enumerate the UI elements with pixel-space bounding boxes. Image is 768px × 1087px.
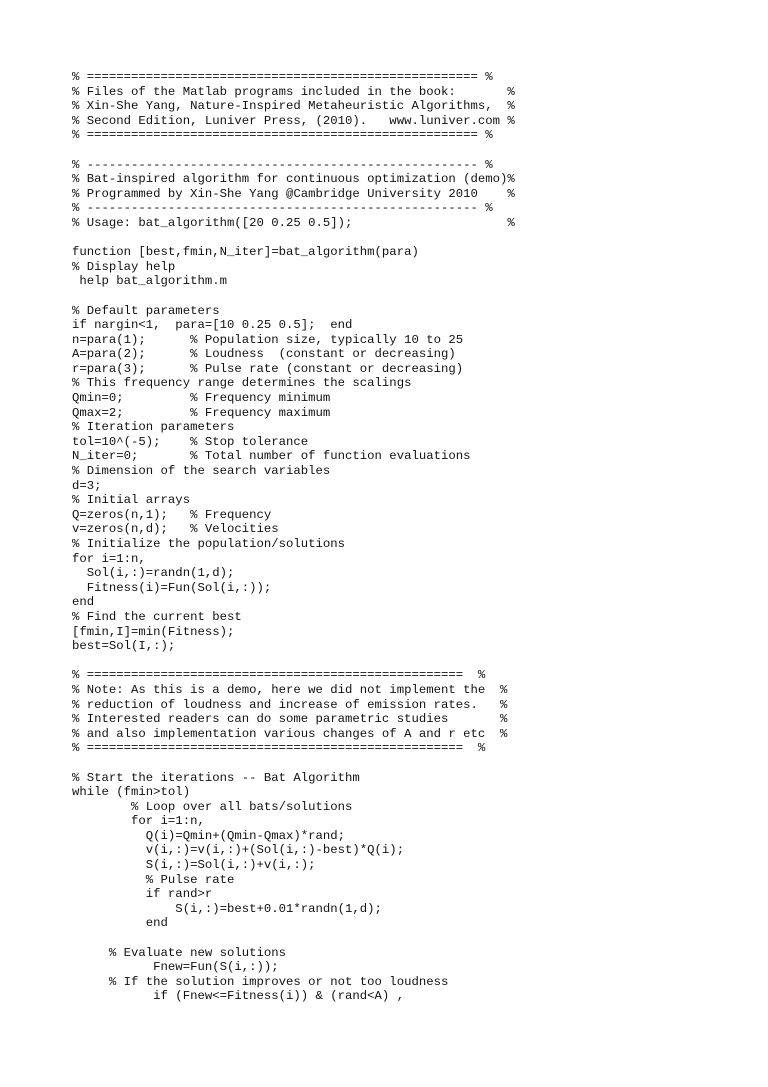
code-listing xyxy=(72,70,732,1004)
code-line: help bat_algorithm.m xyxy=(72,274,227,289)
code-line: % Start the iterations -- Bat Algorithm xyxy=(72,770,360,785)
code-line: % Xin-She Yang, Nature-Inspired Metaheuristic Algorithms, % xyxy=(72,99,515,114)
code-line: % Programmed by Xin-She Yang @Cambridge University 2010 % xyxy=(72,186,515,201)
code-line: % Evaluate new solutions xyxy=(72,945,287,960)
code-line: % reduction of loudness and increase of emission rates. % xyxy=(72,697,508,712)
code-line: if nargin<1, para=[10 0.25 0.5]; end xyxy=(72,318,353,333)
code-line: % Iteration parameters xyxy=(72,420,235,435)
code-line: N_iter=0; % Total number of function evaluations xyxy=(72,449,471,464)
code-line: % ----------------------------------------------------- % xyxy=(72,201,493,216)
code-line: % Find the current best xyxy=(72,609,242,624)
code-line: S(i,:)=best+0.01*randn(1,d); xyxy=(72,901,382,916)
code-line: Qmin=0; % Frequency minimum xyxy=(72,391,331,406)
code-line: tol=10^(-5); % Stop tolerance xyxy=(72,434,309,449)
code-line: for i=1:n, xyxy=(72,814,205,829)
code-line: % This frequency range determines the scalings xyxy=(72,376,412,391)
code-line xyxy=(72,654,732,669)
code-line: % Bat-inspired algorithm for continuous optimization (demo)% xyxy=(72,172,515,187)
code-line: % Initial arrays xyxy=(72,493,191,508)
code-line: % If the solution improves or not too loudness xyxy=(72,974,449,989)
code-line xyxy=(72,931,732,946)
code-line: % =================================================== % xyxy=(72,668,486,683)
code-line: % Default parameters xyxy=(72,303,220,318)
code-line: % Second Edition, Luniver Press, (2010). www.luniver.com % xyxy=(72,113,515,128)
code-line: v=zeros(n,d); % Velocities xyxy=(72,522,279,537)
code-line: % ----------------------------------------------------- % xyxy=(72,157,493,172)
code-line: % =================================================== % xyxy=(72,741,486,756)
code-line: end xyxy=(72,916,168,931)
code-line: % Initialize the population/solutions xyxy=(72,537,346,551)
code-line: S(i,:)=Sol(i,:)+v(i,:); xyxy=(72,858,316,873)
code-line: if rand>r xyxy=(72,887,213,902)
code-line: Fitness(i)=Fun(Sol(i,:)); xyxy=(72,580,272,595)
code-line: % ===================================================== % xyxy=(72,70,493,84)
code-line: Qmax=2; % Frequency maximum xyxy=(72,405,331,420)
code-line: Sol(i,:)=randn(1,d); xyxy=(72,566,235,581)
code-line: for i=1:n, xyxy=(72,551,146,566)
code-line: % Usage: bat_algorithm([20 0.25 0.5]); % xyxy=(72,215,515,230)
code-line: d=3; xyxy=(72,478,102,493)
code-line: if (Fnew<=Fitness(i)) & (rand<A) , xyxy=(72,989,405,1004)
code-line: % Note: As this is a demo, here we did not implement the % xyxy=(72,682,508,697)
code-line: Fnew=Fun(S(i,:)); xyxy=(72,960,279,975)
code-line: A=para(2); % Loudness (constant or decreasing) xyxy=(72,347,456,362)
code-line: best=Sol(I,:); xyxy=(72,639,176,654)
code-line xyxy=(72,756,732,771)
code-line: % ===================================================== % xyxy=(72,128,493,143)
code-line: % Loop over all bats/solutions xyxy=(72,799,353,814)
code-line: % Display help xyxy=(72,259,176,274)
code-line: while (fmin>tol) xyxy=(72,785,191,800)
code-line: [fmin,I]=min(Fitness); xyxy=(72,624,235,639)
code-line xyxy=(72,231,732,246)
code-line: % Pulse rate xyxy=(72,872,235,887)
code-line: n=para(1); % Population size, typically 10 to 25 xyxy=(72,332,464,347)
code-line: end xyxy=(72,595,95,610)
code-line xyxy=(72,143,732,158)
code-line: Q=zeros(n,1); % Frequency xyxy=(72,507,272,522)
code-line: % Interested readers can do some parametric studies % xyxy=(72,712,508,727)
code-line: v(i,:)=v(i,:)+(Sol(i,:)-best)*Q(i); xyxy=(72,843,405,858)
code-line: % and also implementation various changes of A and r etc % xyxy=(72,726,508,741)
code-line: % Files of the Matlab programs included in the book: % xyxy=(72,84,515,99)
code-line: % Dimension of the search variables xyxy=(72,464,331,479)
code-line xyxy=(72,289,732,304)
code-line: r=para(3); % Pulse rate (constant or decreasing) xyxy=(72,361,464,376)
code-line: function [best,fmin,N_iter]=bat_algorithm(para) xyxy=(72,245,419,260)
code-line: Q(i)=Qmin+(Qmin-Qmax)*rand; xyxy=(72,828,346,843)
